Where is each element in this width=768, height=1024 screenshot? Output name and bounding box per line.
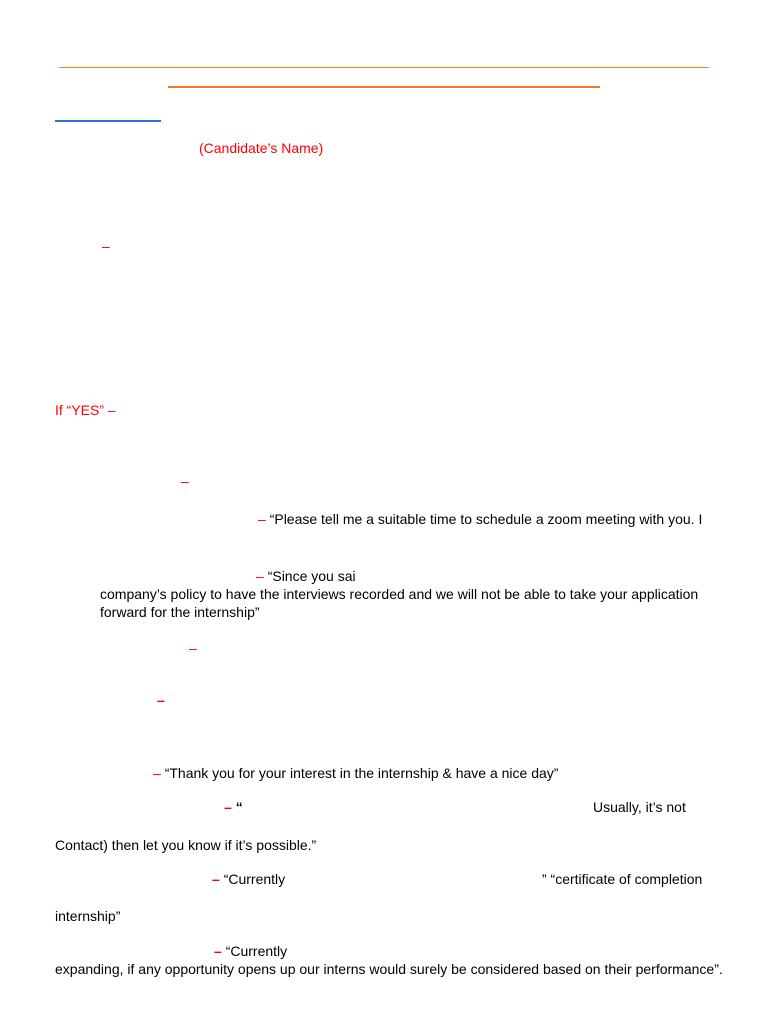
script-line-currently-2 bbox=[214, 942, 287, 960]
script-text: “Please tell me a suitable time to schedule a zoom meeting with you. I bbox=[269, 511, 703, 527]
dash-marker: – bbox=[258, 511, 266, 527]
section-underline bbox=[55, 120, 161, 122]
header-rule-title bbox=[168, 86, 600, 88]
script-line-usually: Usually, it’s not bbox=[593, 799, 686, 815]
script-line-forward: forward for the internship” bbox=[100, 604, 260, 620]
script-line-thanks bbox=[153, 764, 558, 782]
script-line-contact: Contact) then let you know if it’s possible.” bbox=[55, 837, 317, 853]
dash-marker: – bbox=[102, 238, 110, 254]
dash-marker: – bbox=[214, 943, 222, 959]
script-line-since bbox=[256, 567, 356, 585]
script-text: “Currently bbox=[223, 871, 286, 887]
if-yes-label: If “YES” – bbox=[55, 402, 116, 418]
script-line-zoom bbox=[258, 510, 702, 528]
dash-marker: – bbox=[153, 765, 161, 781]
dash-marker: – bbox=[224, 799, 232, 815]
script-line-certificate: ” “certificate of completion bbox=[542, 871, 703, 887]
script-line-policy: company’s policy to have the interviews recorded and we will not be able to take your application bbox=[100, 586, 699, 602]
dash-marker: – bbox=[189, 640, 197, 656]
dash-marker: – bbox=[212, 871, 220, 887]
script-line-quote bbox=[224, 798, 243, 816]
script-line-internship: internship” bbox=[55, 908, 121, 924]
script-text: “Since you sai bbox=[267, 568, 356, 584]
script-text: “Thank you for your interest in the internship & have a nice day” bbox=[164, 765, 559, 781]
script-line-expanding: expanding, if any opportunity opens up our interns would surely be considered based on their performance”. bbox=[55, 961, 723, 977]
candidate-name-placeholder: (Candidate’s Name) bbox=[199, 140, 324, 156]
open-quote: “ bbox=[235, 799, 243, 815]
script-text: “Currently bbox=[225, 943, 288, 959]
dash-marker: – bbox=[181, 473, 189, 489]
dash-marker: – bbox=[256, 568, 264, 584]
script-line-currently-1 bbox=[212, 870, 285, 888]
dash-marker: – bbox=[157, 692, 165, 708]
header-rule-top bbox=[59, 67, 709, 68]
